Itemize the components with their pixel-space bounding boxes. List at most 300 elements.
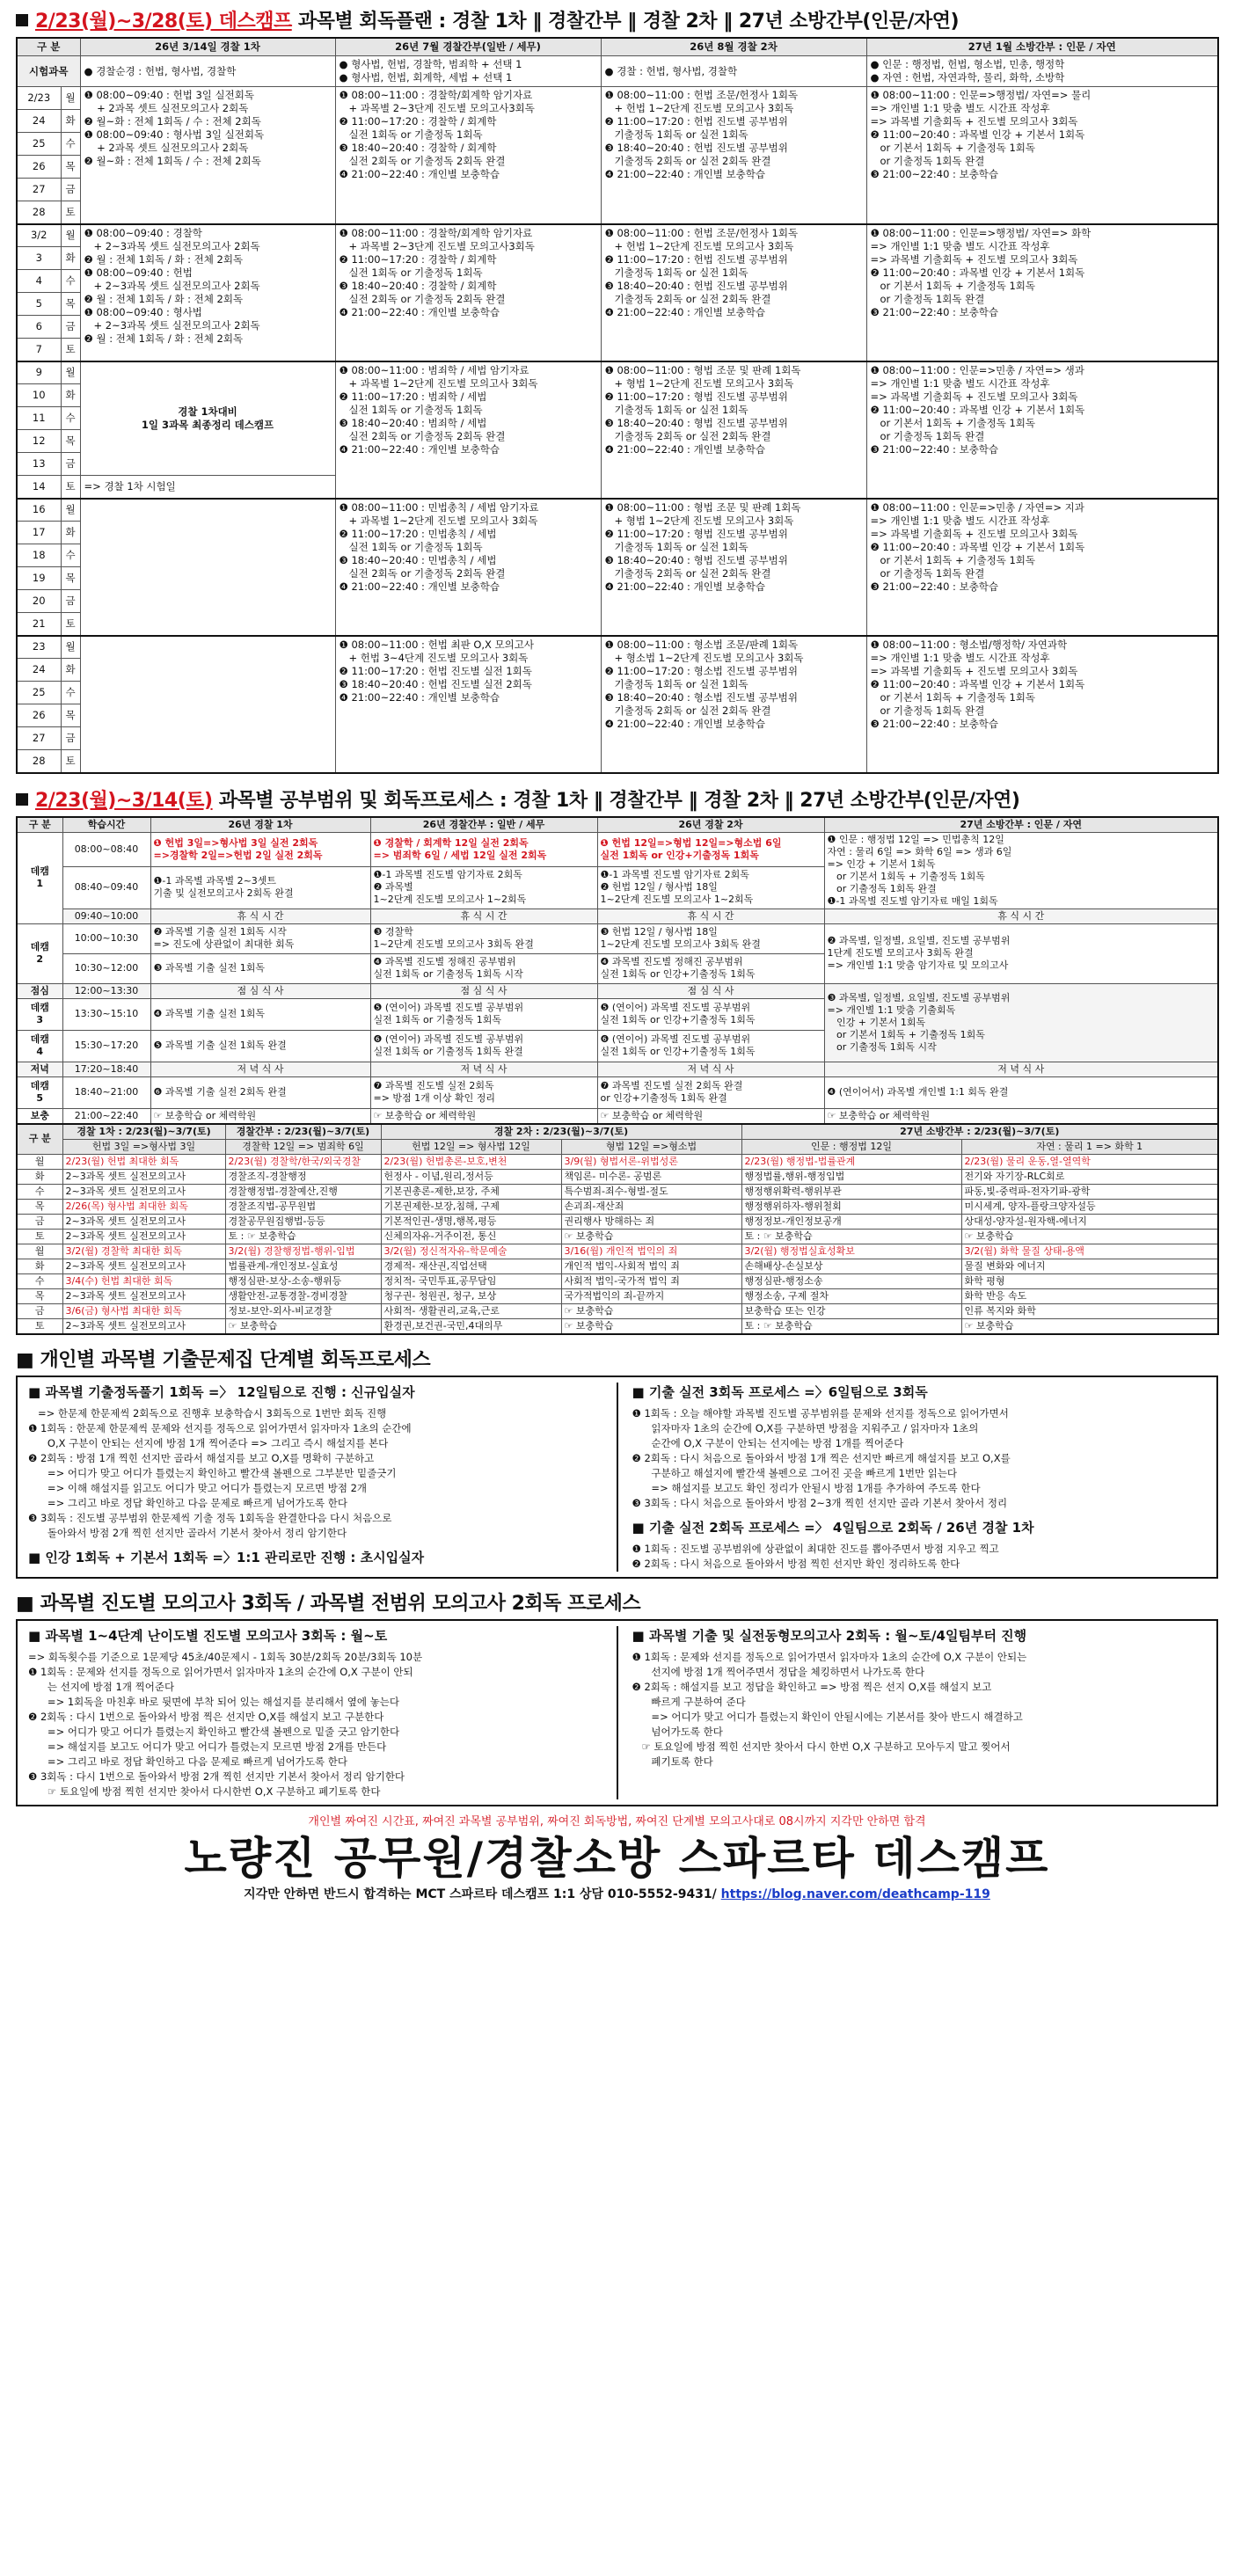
daily-cell: 2~3과목 셋트 실전모의고사 [62, 1288, 225, 1303]
range-cell [824, 923, 1218, 983]
text-line: 인강 + 기본서 1회독 [827, 1016, 926, 1028]
daily-header: 27년 소방간부 : 2/23(월)~3/7(토) [741, 1124, 1218, 1140]
footer [16, 1813, 1218, 1903]
daily-cell: 행정소송, 구제 절차 [741, 1288, 961, 1303]
process-line: => 이해 해설지를 읽고도 어디가 맞고 어디가 틀렸는지 모르면 방점 2개 [28, 1481, 368, 1494]
day-date: 18 [17, 544, 61, 567]
daily-cell: 헌정사 - 이념,원리,정서등 [381, 1169, 561, 1184]
daily-header: 경찰 2차 : 2/23(월)~3/7(토) [381, 1124, 741, 1140]
section-title-mock [16, 1589, 1218, 1619]
text-line: 2 [36, 953, 44, 965]
day-date: 6 [17, 316, 61, 339]
text-line: ● 경찰 : 헌법, 형사법, 경찰학 [604, 64, 738, 77]
plan-cell [335, 361, 601, 499]
plan-cell [866, 224, 1218, 361]
range-cell [370, 1076, 597, 1108]
footer-brand: 노량진 공무원/경찰소방 스파르타 데스캠프 [184, 1832, 1050, 1884]
individual-box-right [627, 1383, 1212, 1572]
plan-cell [601, 87, 866, 224]
text-line: => 과목별 기출회독 + 진도별 모의고사 3회독 [870, 115, 1078, 128]
text-line: ❹ 21:00~22:40 : 개인별 보충학습 [604, 580, 766, 593]
plan-subject-cell [335, 56, 601, 87]
day-weekday: 월 [61, 224, 80, 247]
day-date: 20 [17, 590, 61, 613]
text-line: ❹ 21:00~22:40 : 개인별 보충학습 [604, 717, 766, 730]
lunch-label: 점심 [17, 983, 62, 998]
day-date: 13 [17, 453, 61, 476]
exam-day-cell: => 경찰 1차 시험일 [80, 476, 335, 499]
text-line: 5 [36, 1092, 44, 1104]
plan-header-row [17, 38, 1218, 56]
time-slot: 09:40~10:00 [62, 909, 150, 923]
text-line: + 과목별 2~3단계 진도별 모의고사3회독 [339, 239, 535, 252]
text-line: 실전 1회독 or 인강+기출정독 1회독 [600, 1046, 756, 1057]
text-line: + 형소법 1~2단계 진도별 모의고사 3회독 [604, 651, 804, 664]
text-line: or 기출정독 1회독 시작 [827, 1040, 937, 1053]
daily-cell: 2~3과목 셋트 실전모의고사 [62, 1259, 225, 1273]
session-label [17, 1076, 62, 1108]
text-line: ❷ 월 : 전체 1회독 / 화 : 전체 2회독 [84, 252, 244, 266]
text-line: ❷ 11:00~17:20 : 민법총칙 / 세법 [339, 527, 497, 540]
text-line: + 헌법 3~4단계 진도별 모의고사 3회독 [339, 651, 529, 664]
rest-cell: 휴 식 시 간 [150, 909, 370, 923]
text-line: 실전 1회독 or 기출정독 1회독 [339, 266, 483, 279]
text-line: 실전 1회독 or 기출정독 1회독 완결 [373, 1046, 523, 1057]
text-line: 자연 : 물리 6일 => 화학 6일 => 생과 6일 [827, 845, 1012, 857]
text-line: ❶ 인문 : 행정법 12일 => 민법총칙 12일 [827, 833, 1004, 845]
text-line: ❶ 08:00~11:00 : 헌법 조문/헌정사 1회독 [604, 226, 799, 239]
text-line: ❸ 21:00~22:40 : 보충학습 [870, 168, 999, 180]
daily-cell: 인류 복지와 화학 [961, 1303, 1218, 1318]
text-line: 실전 2회독 or 기출정독 2회독 완결 [339, 566, 506, 580]
daily-cell: 2~3과목 셋트 실전모의고사 [62, 1229, 225, 1244]
plan-cell [80, 224, 335, 361]
text-line: ❶ 헌법 3일=>형사법 3일 실전 2회독 [153, 836, 318, 849]
daily-cell: 기본권총론-제한,보장, 주체 [381, 1184, 561, 1199]
time-slot: 13:30~15:10 [62, 998, 150, 1030]
daily-weekday: 목 [17, 1288, 62, 1303]
daily-cell: 경찰행정법-경찰예산,진행 [225, 1184, 381, 1199]
plan-cell [601, 361, 866, 499]
text-line: ❶ 08:00~11:00 : 형소법/행정학/ 자연과학 [870, 638, 1068, 651]
text-line: 데캠 [30, 865, 49, 877]
text-line: 기출정독 1회독 or 실전 1회독 [604, 128, 748, 141]
supp-label: 보충 [17, 1108, 62, 1124]
process-line: ☞ 토요일에 방점 찍힌 선지만 찾아서 다시한번 O,X 구분하고 폐기토록 한다 [28, 1784, 381, 1798]
text-line: ❷ 11:00~20:40 : 과목별 인강 + 기본서 1회독 [870, 266, 1085, 279]
day-weekday: 월 [61, 636, 80, 659]
day-date: 28 [17, 201, 61, 224]
box-heading: ■ 기출 실전 2회독 프로세스 =〉 4일팀으로 2회독 / 26년 경찰 1차 [632, 1519, 1034, 1536]
text-line: or 기출정독 1회독 완결 [870, 566, 985, 580]
text-line: 실전 1회독 or 인강+기출정독 1회독 [600, 849, 759, 861]
text-line: ❶ 08:00~11:00 : 헌법 최판 O,X 모의고사 [339, 638, 535, 651]
day-weekday: 수 [61, 682, 80, 704]
process-line: ☞ 토요일에 방점 찍힌 선지만 찾아서 다시 한번 O,X 구분하고 모아두지 말고 찢어서 [632, 1740, 1011, 1753]
text-line: => 과목별 기출회독 + 진도별 모의고사 3회독 [870, 527, 1078, 540]
text-line: + 헌법 1~2단계 진도별 모의고사 3회독 [604, 239, 794, 252]
text-line: 데캠 [30, 941, 49, 952]
range-cell [370, 923, 597, 953]
day-weekday: 목 [61, 704, 80, 727]
daily-cell: 행정정보-개인정보공개 [741, 1214, 961, 1229]
text-line: ❻ (연이어) 과목별 진도별 공부범위 [373, 1033, 524, 1045]
plan-cell [866, 361, 1218, 499]
text-line: 실전 1회독 or 기출정독 1회독 [373, 1014, 501, 1025]
text-line: ❹ 21:00~22:40 : 개인별 보충학습 [339, 305, 500, 318]
text-line: or 기본서 1회독 + 기출정독 1회독 [870, 142, 1035, 154]
individual-process [16, 1376, 1218, 1579]
process-line: ❷ 2회독 : 다시 처음으로 돌아와서 방점 찍힌 선지만 확인 정리하도록 한다 [632, 1557, 960, 1570]
dinner-label: 저녁 [17, 1062, 62, 1076]
text-line: 기출정독 2회독 or 실전 2회독 완결 [604, 704, 771, 717]
supp-cell: ☞ 보충학습 or 체력학원 [370, 1108, 597, 1124]
text-line: ❷ 월 : 전체 1회독 / 화 : 전체 2회독 [84, 332, 244, 345]
text-line: ❶ 08:00~11:00 : 형법 조문 및 판례 1회독 [604, 363, 801, 376]
daily-cell: 3/2(월) 화학 물질 상태-용액 [961, 1244, 1218, 1259]
text-line: => 진도에 상관없이 최대한 회독 [153, 938, 295, 950]
text-line: ❸ 18:40~20:40 : 형법 진도별 공부범위 [604, 553, 788, 566]
text-line: ❷ 11:00~20:40 : 과목별 인강 + 기본서 1회독 [870, 677, 1085, 690]
process-line: => 회독횟수를 기준으로 1문제당 45초/40문제시 - 1회독 30분/2회독 20분/3회독 10분 [28, 1650, 423, 1663]
daily-header-gu: 구 분 [17, 1124, 62, 1155]
text-line: ❹ 과목별 기출 실전 1회독 [153, 1008, 265, 1019]
text-line: ❶ 08:00~11:00 : 경찰학/회계학 암기자료 [339, 89, 533, 101]
time-slot: 08:40~09:40 [62, 867, 150, 909]
daily-weekday: 월 [17, 1244, 62, 1259]
text-line: 실전 1회독 or 기출정독 1회독 [339, 540, 483, 553]
day-weekday: 토 [61, 476, 80, 499]
daily-weekday: 수 [17, 1273, 62, 1288]
text-line: ❺ (연이어) 과목별 진도별 공부범위 [600, 1002, 751, 1013]
rest-cell: 휴 식 시 간 [824, 909, 1218, 923]
section-title-plan [16, 7, 1218, 37]
daily-cell: 2/23(월) 물리 운동,열-열역학 [961, 1154, 1218, 1169]
day-date: 26 [17, 704, 61, 727]
rest-cell: 휴 식 시 간 [597, 909, 824, 923]
daily-cell: 3/6(금) 형사법 최대한 회독 [62, 1303, 225, 1318]
range-line: ❷ 과목별 1~2단계 진도별 모의고사 1~2회독 [373, 881, 527, 906]
day-weekday: 월 [61, 361, 80, 384]
text-line: => 개인별 1:1 맞춤 별도 시간표 작성후 [870, 514, 1050, 527]
text-line: ❷ 11:00~17:20 : 경찰학 / 회계학 [339, 115, 497, 128]
text-line: ❷ 11:00~20:40 : 과목별 인강 + 기본서 1회독 [870, 540, 1085, 553]
text-line: + 과목별 2~3단계 진도별 모의고사3회독 [339, 102, 535, 114]
daily-weekday: 토 [17, 1318, 62, 1334]
text-line: or 기본서 1회독 + 기출정독 1회독 [827, 1028, 985, 1040]
process-line: ❷ 2회독 : 다시 처음으로 돌아와서 방점 1개 찍은 선지만 빠르게 해설지를 보고 O,X를 [632, 1451, 1011, 1464]
daily-cell: 화학 평형 [961, 1273, 1218, 1288]
daily-weekday: 화 [17, 1169, 62, 1184]
day-weekday: 수 [61, 407, 80, 430]
process-line: ❶ 1회독 : 한문제 한문제씩 문제와 선지를 정독으로 읽어가면서 읽자마자 1초의 순간에 [28, 1421, 412, 1434]
session-label [17, 998, 62, 1030]
daily-cell: 미시세계, 양자-플랑크양자설등 [961, 1199, 1218, 1214]
day-weekday: 토 [61, 750, 80, 773]
text-line: ❶ 08:00~09:40 : 형사법 [84, 305, 202, 318]
text-line: 기출정독 2회독 or 실전 2회독 완결 [604, 566, 771, 580]
process-line: ❷ 2회독 : 방점 1개 찍힌 선지만 골라서 해설지를 보고 O,X를 명확히 구분하고 [28, 1451, 375, 1464]
text-line: ❸ 18:40~20:40 : 민법총칙 / 세법 [339, 553, 497, 566]
daily-cell: 2/23(월) 경찰학/한국/외국경찰 [225, 1154, 381, 1169]
text-line: ❶ 08:00~09:40 : 경찰학 [84, 226, 202, 239]
process-line: => 어디가 맞고 어디가 틀렸는지 확인하고 빨간색 볼펜으로 밑줄 긋고 암기한다 [28, 1725, 400, 1738]
daily-cell: 환경권,보건권-국민,4대의무 [381, 1318, 561, 1334]
text-line: 1~2단계 진도별 모의고사 3회독 완결 [373, 938, 534, 950]
day-date: 27 [17, 727, 61, 750]
day-weekday: 금 [61, 453, 80, 476]
text-line: ❷ 11:00~17:20 : 형법 진도별 공부범위 [604, 390, 788, 403]
process-line: 순간에 O,X 구분이 안되는 선지에는 방점 1개를 찍어준다 [632, 1436, 904, 1449]
daily-cell: 3/4(수) 헌법 최대한 회독 [62, 1273, 225, 1288]
day-weekday: 수 [61, 133, 80, 156]
daily-cell: 정보-보안-외사-비교경찰 [225, 1303, 381, 1318]
process-dates: 2/23(월)~3/14(토) [35, 789, 213, 812]
day-weekday: 토 [61, 339, 80, 361]
text-line: or 기본서 1회독 + 기출정독 1회독 [827, 870, 985, 882]
supp-cell: ☞ 보충학습 or 체력학원 [824, 1108, 1218, 1124]
text-line: or 기본서 1회독 + 기출정독 1회독 [870, 279, 1035, 292]
range-line: ❶-1 과목별 진도별 암기자료 2회독 [600, 869, 749, 881]
text-line: ❶-1 과목별 과목별 2~3셋트 [153, 875, 277, 887]
process-line: ❸ 3회독 : 진도별 공부범위 한문제씩 기출 정독 1회독을 완결한다음 다시 처음으로 [28, 1511, 392, 1524]
text-line: ❺ (연이어) 과목별 진도별 공부범위 [373, 1002, 524, 1013]
session-label [17, 1030, 62, 1062]
text-line: ❹ 21:00~22:40 : 개인별 보충학습 [604, 168, 766, 180]
daily-cell: 국가적법익의 죄-끝까지 [561, 1288, 741, 1303]
lunch-cell: 점 심 식 사 [150, 983, 370, 998]
daily-cell: ☞ 보충학습 [561, 1303, 741, 1318]
range-cell [150, 1076, 370, 1108]
day-weekday: 토 [61, 201, 80, 224]
text-line: + 형법 1~2단계 진도별 모의고사 3회독 [604, 376, 794, 390]
section-title-individual [16, 1346, 1218, 1376]
range-cell [824, 1076, 1218, 1108]
daily-weekday: 토 [17, 1229, 62, 1244]
text-line: + 2과목 셋트 실전모의고사 2회독 [84, 142, 249, 154]
text-line: ❷ 11:00~17:20 : 헌법 진도별 공부범위 [604, 115, 788, 128]
daily-subheader: 헌법 3일 =>형사법 3일 [62, 1139, 225, 1154]
daily-range-table [16, 1123, 1219, 1335]
text-line: 데캠 [30, 1002, 49, 1013]
day-date: 9 [17, 361, 61, 384]
range-cell [824, 983, 1218, 1062]
daily-cell: 정치적- 국민투표,공무담임 [381, 1273, 561, 1288]
range-header: 27년 소방간부 : 인문 / 자연 [824, 817, 1218, 833]
day-weekday: 화 [61, 522, 80, 544]
day-date: 2/23 [17, 87, 61, 110]
time-slot: 21:00~22:40 [62, 1108, 150, 1124]
blog-link[interactable]: https://blog.naver.com/deathcamp-119 [720, 1886, 990, 1901]
process-line: ❷ 2회독 : 해설지를 보고 정답을 확인하고 => 방점 찍은 선지 O,X를 해설지 보고 [632, 1680, 992, 1693]
text-line: => 개인별 1:1 맞춤 기출회독 [827, 1003, 956, 1016]
day-weekday: 목 [61, 293, 80, 316]
study-range-table [16, 816, 1219, 1125]
weekly-plan-table [16, 37, 1219, 774]
day-weekday: 화 [61, 659, 80, 682]
text-line: ❹ 21:00~22:40 : 개인별 보충학습 [339, 580, 500, 593]
daily-cell: 손괴죄-재산죄 [561, 1199, 741, 1214]
lunch-cell: 점 심 식 사 [370, 983, 597, 998]
divider [617, 1626, 618, 1799]
text-line: => 개인별 1:1 맞춤 별도 시간표 작성후 [870, 651, 1050, 664]
text-line: 기출정독 1회독 or 실전 1회독 [604, 677, 748, 690]
text-line: 실전 2회독 or 기출정독 2회독 완결 [339, 429, 506, 442]
text-line: 실전 1회독 or 인강+기출정독 1회독 [600, 968, 756, 980]
daily-subheader: 형법 12일 =>형소법 [561, 1139, 741, 1154]
text-line: ❸ 18:40~20:40 : 경찰학 / 회계학 [339, 142, 497, 154]
box-heading: ■ 과목별 1~4단계 난이도별 진도별 모의고사 3회독 : 월~토 [28, 1627, 388, 1644]
footer-notice: 개인별 짜여진 시간표, 짜여진 과목별 공부범위, 짜여진 회독방법, 짜여진 단계별 모의고사대로 08시까지 지각만 안하면 합격 [308, 1814, 926, 1828]
text-line: ❸ 18:40~20:40 : 경찰학 / 회계학 [339, 279, 497, 292]
text-line: ❶ 헌법 12일=>형법 12일=>형소법 6일 [600, 836, 782, 849]
range-cell [150, 998, 370, 1030]
plan-subject-cell [866, 56, 1218, 87]
process-line: ❸ 3회독 : 다시 처음으로 돌아와서 방점 2~3개 찍힌 선지만 골라 기본서 찾아서 정리 [632, 1496, 1008, 1509]
text-line: =>경찰학 2일=>헌법 2일 실전 2회독 [153, 849, 323, 861]
process-line: 돌아와서 방점 2개 찍힌 선지만 골라서 기본서 찾아서 정리 암기한다 [28, 1526, 347, 1539]
text-line: ❻ 과목별 기출 실전 2회독 완결 [153, 1086, 287, 1098]
text-line: 1단계 진도별 모의고사 3회독 완결 [827, 947, 974, 959]
text-line: ❶ 08:00~11:00 : 형소법 조문/판례 1회독 [604, 638, 799, 651]
text-line: ❷ 11:00~17:20 : 경찰학 / 회계학 [339, 252, 497, 266]
daily-cell: ☞ 보충학습 [561, 1229, 741, 1244]
plan-cell [80, 361, 335, 476]
daily-cell: 3/16(월) 개인적 법익의 죄 [561, 1244, 741, 1259]
daily-weekday: 금 [17, 1303, 62, 1318]
day-weekday: 목 [61, 430, 80, 453]
day-weekday: 목 [61, 156, 80, 179]
daily-cell: 물질 변화와 에너지 [961, 1259, 1218, 1273]
text-line: 실전 1회독 or 기출정독 1회독 [339, 403, 483, 416]
process-line: ❶ 1회독 : 오늘 해야할 과목별 진도별 공부범위를 문제와 선지를 정독으로 읽어가면서 [632, 1406, 1009, 1419]
plan-cell [866, 87, 1218, 224]
text-line: ❶ 08:00~11:00 : 범죄학 / 세법 암기자료 [339, 363, 529, 376]
day-date: 7 [17, 339, 61, 361]
text-line: ❶ 경찰학 / 회계학 12일 실전 2회독 [373, 836, 529, 849]
daily-subheader: 경찰학 12일 => 범죄학 6일 [225, 1139, 381, 1154]
plan-header-col: 26년 8월 경찰 2차 [601, 38, 866, 56]
text-line: ❶ 08:00~11:00 : 인문=>행정법/ 자연=> 화학 [870, 226, 1092, 239]
daily-cell: ☞ 보충학습 [561, 1318, 741, 1334]
daily-cell: ☞ 보충학습 [961, 1318, 1218, 1334]
mock-box-left [23, 1626, 608, 1799]
process-line: => 해설지를 보고도 어디가 맞고 어디가 틀렸는지 모르면 방점 2개를 만든다 [28, 1740, 387, 1753]
text-line: ❷ 월~화 : 전체 1회독 / 수 : 전체 2회독 [84, 115, 261, 128]
range-cell [150, 953, 370, 983]
day-date: 17 [17, 522, 61, 544]
range-line: ❷ 헌법 12일 / 형사법 18일 1~2단계 진도별 모의고사 1~2회독 [600, 881, 754, 906]
individual-box-left [23, 1383, 608, 1572]
session-label [17, 832, 62, 923]
day-weekday: 금 [61, 179, 80, 201]
text-line: 1~2단계 진도별 모의고사 3회독 완결 [600, 938, 761, 950]
day-weekday: 금 [61, 316, 80, 339]
text-line: => 개인별 1:1 맞춤 암기자료 및 모의고사 [827, 960, 1009, 971]
plan-cell [601, 224, 866, 361]
time-slot: 17:20~18:40 [62, 1062, 150, 1076]
text-line: ● 형사법, 헌법, 경찰학, 범죄학 + 선택 1 [339, 58, 522, 70]
text-line: ❶ 08:00~11:00 : 헌법 조문/헌정사 1회독 [604, 89, 799, 101]
text-line: => 개인별 1:1 맞춤 별도 시간표 작성후 [870, 239, 1050, 252]
mock-process [16, 1619, 1218, 1806]
text-line: or 기본서 1회독 + 기출정독 1회독 [870, 416, 1035, 429]
range-cell [150, 1030, 370, 1062]
day-weekday: 월 [61, 499, 80, 522]
text-line: ❶ 08:00~11:00 : 인문=>민총 / 자연=> 생과 [870, 363, 1084, 376]
process-line: 선지에 방점 1개 찍어주면서 정답을 체킹하면서 나가도록 한다 [632, 1665, 925, 1678]
range-cell [597, 1076, 824, 1108]
time-slot: 15:30~17:20 [62, 1030, 150, 1062]
range-cell [370, 953, 597, 983]
process-line: 읽자마자 1초의 순간에 O,X를 구분하면 방점을 지워주고 / 읽자마자 1초의 [632, 1421, 979, 1434]
range-line: ❶-1 과목별 진도별 암기자료 2회독 [373, 869, 522, 881]
text-line: 데캠 [30, 1080, 49, 1091]
dinner-cell: 저 녁 식 사 [370, 1062, 597, 1076]
daily-weekday: 수 [17, 1184, 62, 1199]
range-cell [150, 923, 370, 953]
plan-header-gu: 구 분 [17, 38, 80, 56]
plan-cell [335, 636, 601, 773]
range-cell [597, 1030, 824, 1062]
day-date: 3/2 [17, 224, 61, 247]
text-line: 기출정독 1회독 or 실전 1회독 [604, 266, 748, 279]
session-label [17, 923, 62, 983]
daily-cell: 2~3과목 셋트 실전모의고사 [62, 1184, 225, 1199]
daily-subheader: 인문 : 행정법 12일 [741, 1139, 961, 1154]
text-line: ❸ 21:00~22:40 : 보충학습 [870, 442, 999, 456]
range-cell [597, 998, 824, 1030]
process-line: 폐기토록 한다 [632, 1755, 713, 1768]
plan-cell [601, 636, 866, 773]
process-line: 는 선지에 방점 1개 찍어준다 [28, 1680, 175, 1693]
daily-cell: 화학 반응 속도 [961, 1288, 1218, 1303]
daily-cell: 3/9(월) 형법서론-위법성론 [561, 1154, 741, 1169]
text-line: ● 인문 : 행정법, 헌법, 형소법, 민총, 행정학 [870, 58, 1065, 70]
text-line: 실전 2회독 or 기출정독 2회독 완결 [339, 292, 506, 305]
daily-cell: 기본적인권-생명,행복,평등 [381, 1214, 561, 1229]
day-weekday: 화 [61, 110, 80, 133]
day-weekday: 목 [61, 567, 80, 590]
text-line: + 과목별 1~2단계 진도별 모의고사 3회독 [339, 514, 538, 527]
range-cell [370, 1030, 597, 1062]
text-line: ❷ 월 : 전체 1회독 / 화 : 전체 2회독 [84, 292, 244, 305]
daily-cell: 3/2(월) 경찰학 최대한 회독 [62, 1244, 225, 1259]
text-line: ❶ 08:00~09:40 : 헌법 [84, 266, 193, 279]
square-bullet-icon [16, 14, 28, 26]
box-heading: ■ 기출 실전 3회독 프로세스 =〉6일팀으로 3회독 [632, 1383, 928, 1400]
text-line: 데캠 [30, 1033, 49, 1045]
text-line: 기출정독 1회독 or 실전 1회독 [604, 403, 748, 416]
text-line: or 기본서 1회독 + 기출정독 1회독 [870, 690, 1035, 704]
text-line: ❶ 08:00~11:00 : 민법총칙 / 세법 암기자료 [339, 500, 539, 514]
text-line: ● 경찰순경 : 헌법, 형사법, 경찰학 [84, 64, 237, 77]
mock-box-right [627, 1626, 1212, 1799]
daily-cell: 2/23(월) 헌법총론-보호,변천 [381, 1154, 561, 1169]
text-line: 4 [36, 1046, 44, 1057]
range-cell [597, 867, 824, 909]
process-line: 넘어가도록 한다 [632, 1725, 723, 1738]
daily-cell: 토 : ☞ 보충학습 [225, 1229, 381, 1244]
day-date: 11 [17, 407, 61, 430]
daily-cell: 경제적- 재산권,직업선택 [381, 1259, 561, 1273]
day-date: 25 [17, 133, 61, 156]
day-date: 23 [17, 636, 61, 659]
day-date: 21 [17, 613, 61, 636]
process-line: => 어디가 맞고 어디가 틀렸는지 확인하고 빨간색 볼펜으로 그부분만 밑줄긋기 [28, 1466, 397, 1479]
range-cell [597, 953, 824, 983]
day-date: 3 [17, 247, 61, 270]
